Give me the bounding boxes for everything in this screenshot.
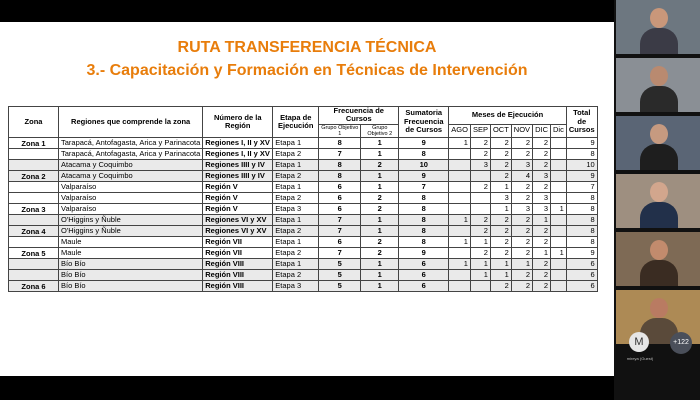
cell-region: Valparaíso [59,181,203,192]
cell-month: 1 [550,203,566,214]
cell-region: Atacama y Coquimbo [59,159,203,170]
participant-video-tile[interactable] [616,0,700,54]
cell-region: Tarapacá, Antofagasta, Arica y Parinacota [59,148,203,159]
cell-month [470,203,490,214]
cell-numero: Región VII [203,236,273,247]
cell-month: 2 [533,181,551,192]
cell-month [550,159,566,170]
cell-g2: 1 [361,280,399,291]
participant-head [650,298,668,318]
participant-video-tile[interactable] [616,58,700,112]
cell-month [449,181,471,192]
cell-g1: 7 [319,148,361,159]
cell-zona [9,159,59,170]
cell-month [550,192,566,203]
table-row [9,159,598,170]
cell-sum: 8 [399,148,449,159]
participant-head [650,124,668,144]
cell-g1: 7 [319,225,361,236]
cell-numero: Región VIII [203,269,273,280]
cell-month: 3 [533,192,551,203]
participant-head [650,240,668,260]
cell-numero: Regiones IIII y IV [203,159,273,170]
header-month: NOV [511,124,532,137]
cell-g2: 1 [361,258,399,269]
cell-month: 1 [533,247,551,258]
cell-month [550,181,566,192]
cell-zona: Zona 1 [9,137,59,148]
cell-numero: Regiones IIII y IV [203,170,273,181]
cell-etapa: Etapa 3 [273,280,319,291]
cell-month [550,148,566,159]
cell-month: 1 [449,258,471,269]
cell-zona [9,236,59,247]
cell-month [449,247,471,258]
cell-g1: 7 [319,247,361,258]
cell-month: 2 [490,225,511,236]
header-month: SEP [470,124,490,137]
cell-month: 2 [470,148,490,159]
cell-total: 6 [566,258,597,269]
cell-month [550,137,566,148]
cell-sum: 8 [399,214,449,225]
cell-g2: 2 [361,247,399,258]
table-row [9,269,598,280]
header-grupo-1: Grupo Objetivo 1 [319,124,361,137]
cell-month: 2 [533,159,551,170]
participant-avatar[interactable]: M [629,332,649,352]
cell-month: 1 [470,269,490,280]
cell-total: 8 [566,214,597,225]
cell-month: 2 [511,214,532,225]
cell-month [449,280,471,291]
cell-sum: 9 [399,170,449,181]
more-participants-button[interactable]: +122 [670,332,692,354]
cell-g1: 5 [319,258,361,269]
cell-month: 2 [533,137,551,148]
cell-month: 2 [533,148,551,159]
cell-total: 8 [566,225,597,236]
cell-zona: Zona 3 [9,203,59,214]
cell-total: 9 [566,247,597,258]
participant-video-tile[interactable] [616,232,700,286]
cell-g2: 1 [361,170,399,181]
cell-month [449,170,471,181]
cell-month [449,159,471,170]
cell-region: O'Higgins y Ñuble [59,214,203,225]
cell-month: 2 [511,247,532,258]
cell-month: 2 [511,192,532,203]
cell-sum: 8 [399,203,449,214]
participant-head [650,8,668,28]
cell-month: 2 [470,225,490,236]
cell-numero: Regiones VI y XV [203,225,273,236]
cell-g1: 6 [319,192,361,203]
table-row [9,280,598,291]
cell-region: Valparaíso [59,203,203,214]
cell-total: 7 [566,181,597,192]
cell-month: 1 [490,181,511,192]
table-row [9,258,598,269]
cell-month: 1 [490,258,511,269]
cell-month: 1 [470,258,490,269]
cell-month: 1 [449,236,471,247]
cell-total: 6 [566,280,597,291]
cell-numero: Región V [203,192,273,203]
cell-month [449,148,471,159]
cell-etapa: Etapa 2 [273,192,319,203]
cell-g2: 2 [361,236,399,247]
cell-etapa: Etapa 1 [273,258,319,269]
participant-body [640,202,678,228]
cell-etapa: Etapa 1 [273,214,319,225]
cell-etapa: Etapa 2 [273,225,319,236]
table-row [9,203,598,214]
table-row [9,225,598,236]
table-row [9,214,598,225]
header-month: AGO [449,124,471,137]
table-row [9,236,598,247]
cell-region: Tarapacá, Antofagasta, Arica y Parinacota [59,137,203,148]
cell-g2: 2 [361,192,399,203]
table-row [9,148,598,159]
cell-sum: 6 [399,258,449,269]
cell-numero: Región VIII [203,280,273,291]
header-sumatoria: Sumatoria Frecuencia de Cursos [399,107,449,138]
cell-total: 8 [566,148,597,159]
cell-month [550,236,566,247]
cell-month: 2 [511,269,532,280]
cell-g2: 2 [361,159,399,170]
table-row [9,192,598,203]
participant-body [640,144,678,170]
cell-region: Bío Bío [59,269,203,280]
cell-etapa: Etapa 1 [273,236,319,247]
header-frecuencia: Frecuencia de Cursos [319,107,399,125]
cell-sum: 9 [399,247,449,258]
cell-month: 2 [470,137,490,148]
participant-video-tile[interactable] [616,116,700,170]
header-meses: Meses de Ejecución [449,107,567,125]
cell-month: 2 [490,170,511,181]
cell-month: 2 [533,269,551,280]
cell-month: 3 [533,203,551,214]
cell-zona [9,192,59,203]
cell-month [449,225,471,236]
cell-etapa: Etapa 2 [273,247,319,258]
cell-month [550,170,566,181]
cell-month [550,269,566,280]
participant-body [640,28,678,54]
cell-month: 1 [533,214,551,225]
cell-etapa: Etapa 3 [273,203,319,214]
table-row [9,170,598,181]
cell-numero: Regiones VI y XV [203,214,273,225]
cell-g1: 5 [319,269,361,280]
cell-month: 2 [490,280,511,291]
cell-sum: 8 [399,192,449,203]
participant-video-tile[interactable] [616,174,700,228]
cell-month: 4 [511,170,532,181]
participant-body [640,86,678,112]
courses-table [8,106,598,292]
cell-g2: 1 [361,137,399,148]
header-regiones: Regiones que comprende la zona [59,107,203,138]
header-grupo-2: Grupo Objetivo 2 [361,124,399,137]
cell-month: 1 [550,247,566,258]
cell-month: 2 [490,236,511,247]
cell-month: 2 [533,258,551,269]
cell-g1: 8 [319,137,361,148]
cell-total: 9 [566,170,597,181]
cell-month [550,258,566,269]
cell-total: 9 [566,137,597,148]
cell-zona: Zona 4 [9,225,59,236]
cell-month: 2 [533,225,551,236]
cell-month: 2 [470,247,490,258]
cell-month: 1 [449,214,471,225]
cell-zona [9,269,59,280]
cell-sum: 9 [399,137,449,148]
cell-total: 10 [566,159,597,170]
header-zona: Zona [9,107,59,138]
cell-month: 2 [490,214,511,225]
cell-month: 2 [511,236,532,247]
cell-month: 2 [511,137,532,148]
cell-month [470,280,490,291]
cell-zona [9,214,59,225]
participant-body [640,260,678,286]
header-month: DIC [533,124,551,137]
cell-g2: 1 [361,214,399,225]
cell-month [449,192,471,203]
header-etapa: Etapa de Ejecución [273,107,319,138]
cell-total: 8 [566,203,597,214]
cell-etapa: Etapa 2 [273,269,319,280]
presentation-slide [0,22,614,376]
cell-month [449,203,471,214]
slide-subtitle: 3.- Capacitación y Formación en Técnicas de Intervención [86,62,528,79]
cell-region: O'Higgins y Ñuble [59,225,203,236]
cell-g2: 1 [361,148,399,159]
cell-month: 3 [511,159,532,170]
header-month: Dic [550,124,566,137]
cell-g1: 8 [319,159,361,170]
cell-zona [9,258,59,269]
cell-region: Bío Bío [59,258,203,269]
cell-month: 2 [533,236,551,247]
cell-month: 2 [470,214,490,225]
cell-month: 1 [449,137,471,148]
header-total: Total de Cursos [566,107,597,138]
cell-month: 3 [511,203,532,214]
cell-month [550,214,566,225]
cell-sum: 6 [399,269,449,280]
cell-sum: 10 [399,159,449,170]
cell-month: 2 [511,181,532,192]
cell-month: 3 [470,159,490,170]
header-numero: Número de la Región [203,107,273,138]
cell-month [470,170,490,181]
cell-numero: Región V [203,181,273,192]
cell-zona [9,148,59,159]
cell-g1: 5 [319,280,361,291]
cell-month: 2 [511,148,532,159]
cell-total: 8 [566,236,597,247]
header-month: OCT [490,124,511,137]
cell-sum: 7 [399,181,449,192]
cell-region: Atacama y Coquimbo [59,170,203,181]
table-row [9,137,598,148]
cell-sum: 8 [399,236,449,247]
table-row [9,181,598,192]
cell-numero: Región V [203,203,273,214]
cell-month: 2 [490,148,511,159]
cell-month: 3 [533,170,551,181]
cell-sum: 8 [399,225,449,236]
cell-month: 1 [490,203,511,214]
cell-month: 2 [511,280,532,291]
cell-etapa: Etapa 2 [273,148,319,159]
cell-etapa: Etapa 1 [273,137,319,148]
cell-g2: 1 [361,269,399,280]
cell-month [470,192,490,203]
cell-g2: 1 [361,225,399,236]
cell-zona: Zona 2 [9,170,59,181]
cell-region: Bío Bío [59,280,203,291]
cell-g1: 6 [319,236,361,247]
cell-g1: 6 [319,181,361,192]
slide-title: RUTA TRANSFERENCIA TÉCNICA [177,39,437,56]
cell-region: Maule [59,247,203,258]
cell-month [449,269,471,280]
cell-total: 6 [566,269,597,280]
cell-month: 2 [490,159,511,170]
cell-month: 2 [490,137,511,148]
cell-zona: Zona 5 [9,247,59,258]
cell-numero: Región VII [203,247,273,258]
cell-month: 1 [511,258,532,269]
cell-zona: Zona 6 [9,280,59,291]
cell-month [550,280,566,291]
cell-zona [9,181,59,192]
cell-g1: 6 [319,203,361,214]
cell-month: 1 [490,269,511,280]
cell-region: Maule [59,236,203,247]
cell-g1: 8 [319,170,361,181]
cell-sum: 6 [399,280,449,291]
cell-month: 2 [533,280,551,291]
cell-g2: 2 [361,203,399,214]
cell-numero: Región VIII [203,258,273,269]
cell-month [550,225,566,236]
cell-etapa: Etapa 1 [273,159,319,170]
cell-numero: Regiones I, II y XV [203,137,273,148]
cell-month: 2 [511,225,532,236]
participant-head [650,66,668,86]
participant-head [650,182,668,202]
cell-g2: 1 [361,181,399,192]
cell-etapa: Etapa 1 [273,181,319,192]
cell-month: 3 [490,192,511,203]
cell-g1: 7 [319,214,361,225]
cell-etapa: Etapa 2 [273,170,319,181]
cell-numero: Regiones I, II y XV [203,148,273,159]
cell-month: 2 [470,181,490,192]
cell-total: 8 [566,192,597,203]
table-row [9,247,598,258]
cell-month: 2 [490,247,511,258]
cell-region: Valparaíso [59,192,203,203]
cell-month: 1 [470,236,490,247]
participant-name: mireya (Guest) [626,356,654,361]
